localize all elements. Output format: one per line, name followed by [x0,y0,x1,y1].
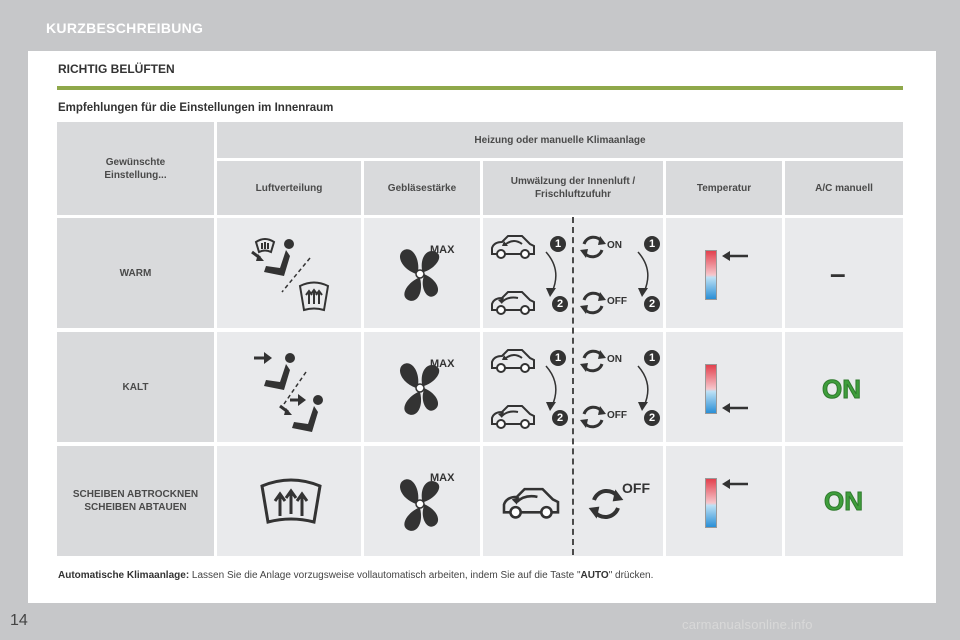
column-header-temperature: Temperatur [666,161,782,215]
step-1-badge-left: 1 [550,236,566,252]
footnote-key: AUTO [580,570,609,581]
fresh-air-car-icon [496,484,566,520]
footnote [58,570,653,581]
cell-demist-temp [666,446,782,556]
footnote-prefix: Automatische Klimaanlage: [58,570,190,581]
group-header: Heizung oder manuelle Klimaanlage [217,122,903,158]
recirculation-on-car-icon [488,232,538,260]
temperature-gauge-icon [705,364,717,414]
section-title: RICHTIG BELÜFTEN [58,62,175,76]
fan-max-label: MAX [430,358,455,370]
row-label-demist [57,446,214,556]
fan-max-label: MAX [430,472,455,484]
column-header-air-distribution: Luftverteilung [217,161,361,215]
column-header-recirculation: Umwälzung der Innenluft / Frischluftzufuhr [483,161,663,215]
air-distribution-cold-icon [244,348,334,438]
section-subtitle: Empfehlungen für die Einstellungen im Innenraum [58,102,334,114]
step-arrow-right-icon [630,250,658,298]
recirculation-off-icon [578,402,608,432]
recirc-divider-line [572,217,574,555]
settings-table [57,122,903,556]
row-label-warm: WARM [57,218,214,328]
recirc-off-label: OFF [607,296,627,307]
row-label-cold: KALT [57,332,214,442]
cell-warm-temp [666,218,782,328]
column-header-ac-manual: A/C manuell [785,161,903,215]
temperature-gauge-icon [705,250,717,300]
step-1-badge-left: 1 [550,350,566,366]
air-distribution-warm-icon [244,230,334,320]
row-label-demist-line1: SCHEIBEN ABTROCKNEN [72,489,199,500]
step-2-badge-right: 2 [644,296,660,312]
corner-label: Gewünschte Einstellung... [57,122,214,215]
page-number: 14 [10,612,28,629]
step-arrow-left-icon [538,364,566,412]
recirculation-on-car-icon [488,346,538,374]
recirculation-off-icon [578,288,608,318]
step-arrow-right-icon [630,364,658,412]
temperature-pointer-arrow-icon [722,478,748,490]
recirculation-off-icon [586,484,626,524]
step-arrow-left-icon [538,250,566,298]
recirculation-on-icon [578,232,608,262]
fresh-air-car-icon [488,402,538,430]
section-divider [57,86,903,90]
recirc-on-label: ON [607,354,622,365]
header-title: KURZBESCHREIBUNG [46,20,204,36]
ac-warm-value: – [830,258,846,289]
fresh-air-car-icon [488,288,538,316]
footnote-text: Lassen Sie die Anlage vorzugsweise vollautomatisch arbeiten, indem Sie auf die Taste " [189,570,581,581]
watermark: carmanualsonline.info [682,617,813,632]
footnote-suffix: " drücken. [608,570,654,581]
ac-on-badge: ON [824,486,863,516]
cell-cold-temp [666,332,782,442]
windscreen-demist-icon [258,476,324,526]
temperature-gauge-icon [705,478,717,528]
temperature-pointer-arrow-icon [722,250,748,262]
step-2-badge-left: 2 [552,410,568,426]
fan-max-label: MAX [430,244,455,256]
step-2-badge-right: 2 [644,410,660,426]
temperature-pointer-arrow-icon [722,402,748,414]
recirc-off-label: OFF [622,480,650,496]
recirc-on-label: ON [607,240,622,251]
ac-on-badge: ON [822,374,861,404]
step-1-badge-right: 1 [644,236,660,252]
step-1-badge-right: 1 [644,350,660,366]
recirc-off-label: OFF [607,410,627,421]
row-label-demist-line2: SCHEIBEN ABTAUEN [84,502,187,513]
column-header-fan-speed: Gebläsestärke [364,161,480,215]
recirculation-on-icon [578,346,608,376]
step-2-badge-left: 2 [552,296,568,312]
